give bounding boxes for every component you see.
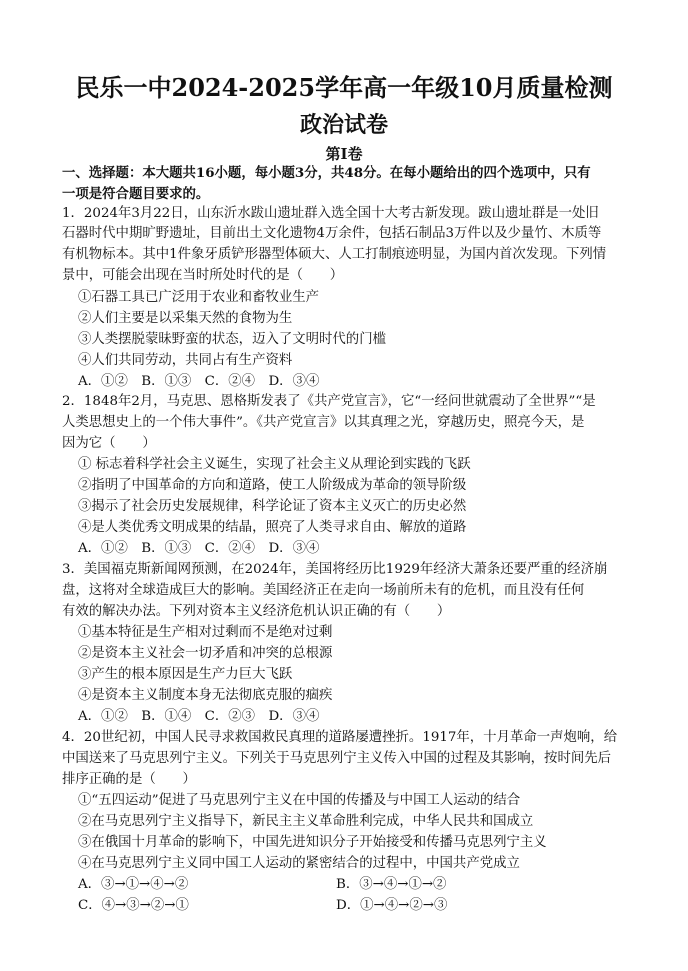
question-2-stem-line: 2．1848年2月，马克思、恩格斯发表了《共产党宣言》，它“一经问世就震动了全世界”“是 [62,394,596,409]
question-2-stem-line: 人类思想史上的一个伟大事件”。《共产党宣言》以其真理之光，穿越历史，照亮今天，是 [62,415,585,430]
question-4-option: ③在俄国十月革命的影响下，中国先进知识分子开始接受和传播马克思列宁主义 [78,835,547,850]
question-1-option: ①石器工具已广泛用于农业和畜牧业生产 [78,290,320,305]
question-1-option: ④人们共同劳动，共同占有生产资料 [78,353,293,368]
question-1-stem-line: 有机物标本。其中1件象牙质铲形器型体硕大、人工打制痕迹明显，为国内首次发现。下列情 [62,247,607,262]
question-4-answer-c: C．④→③→②→① [78,898,189,913]
question-1-stem-line: 石器时代中期旷野遗址，目前出土文化遗物4万余件，包括石制品3万件以及少量竹、木质等 [62,226,602,241]
question-1-stem-line: 1．2024年3月22日，山东沂水跋山遗址群入选全国十大考古新发现。跋山遗址群是一处旧 [62,206,599,221]
question-1-answers: A．①② B．①③ C．②④ D．③④ [78,374,320,389]
question-3-stem-line: 3．美国福克斯新闻网预测，在2024年，美国将经历比1929年经济大萧条还要严重的经济崩 [62,562,608,577]
question-3-option: ③产生的根本原因是生产力巨大飞跃 [78,667,293,682]
question-4-stem-line: 中国送来了马克思列宁主义。下列关于马克思列宁主义传入中国的过程及其影响，按时间先后 [62,751,612,766]
question-1-option: ③人类摆脱蒙昧野蛮的状态，迈入了文明时代的门槛 [78,332,386,347]
question-3-stem-line: 有效的解决办法。下列对资本主义经济危机认识正确的有（ ） [62,604,451,619]
question-4-stem-line: 4．20世纪初，中国人民寻求救国救民真理的道路屡遭挫折。1917年，十月革命一声炮响，给 [62,730,618,745]
question-1-option: ②人们主要是以采集天然的食物为生 [78,311,293,326]
question-4-option: ①“五四运动”促进了马克思列宁主义在中国的传播及与中国工人运动的结合 [78,793,521,808]
question-4-option: ④在马克思列宁主义同中国工人运动的紧密结合的过程中，中国共产党成立 [78,856,520,871]
question-4-option: ②在马克思列宁主义指导下，新民主主义革命胜利完成，中华人民共和国成立 [78,814,534,829]
question-2-stem-line: 因为它（ ） [62,436,156,451]
question-2-option: ②指明了中国革命的方向和道路，使工人阶级成为革命的领导阶级 [78,478,467,493]
volume-label: 第Ⅰ卷 [325,145,363,163]
section-instruction-line: 一项是符合题目要求的。 [62,186,210,202]
question-3-option: ②是资本主义社会一切矛盾和冲突的总根源 [78,646,333,661]
question-4-answer-a: A．③→①→④→② [78,877,189,892]
question-3-option: ①基本特征是生产相对过剩而不是绝对过剩 [78,625,333,640]
subject-title: 政治试卷 [299,112,388,138]
question-3-option: ④是资本主义制度本身无法彻底克服的痼疾 [78,688,333,703]
question-2-option: ① 标志着科学社会主义诞生，实现了社会主义从理论到实践的飞跃 [78,457,471,472]
question-3-stem-line: 盘，这将对全球造成巨大的影响。美国经济正在走向一场前所未有的危机，而且没有任何 [62,583,585,598]
question-4-stem-line: 排序正确的是（ ） [62,772,196,787]
question-4-answer-d: D．①→④→②→③ [336,898,448,913]
question-2-option: ③揭示了社会历史发展规律，科学论证了资本主义灭亡的历史必然 [78,499,467,514]
question-2-answers: A．①② B．①③ C．②④ D．③④ [78,541,320,556]
question-3-answers: A．①② B．①④ C．②③ D．③④ [78,709,320,724]
question-1-stem-line: 景中，可能会出现在当时所处时代的是（ ） [62,268,344,283]
question-4-answer-b: B．③→④→①→② [336,877,447,892]
exam-title: 民乐一中2024-2025学年高一年级10月质量检测 [75,73,613,102]
question-2-option: ④是人类优秀文明成果的结晶，照亮了人类寻求自由、解放的道路 [78,520,467,535]
section-instruction-line: 一、选择题：本大题共16小题，每小题3分，共48分。在每小题给出的四个选项中，只有 [62,165,591,181]
